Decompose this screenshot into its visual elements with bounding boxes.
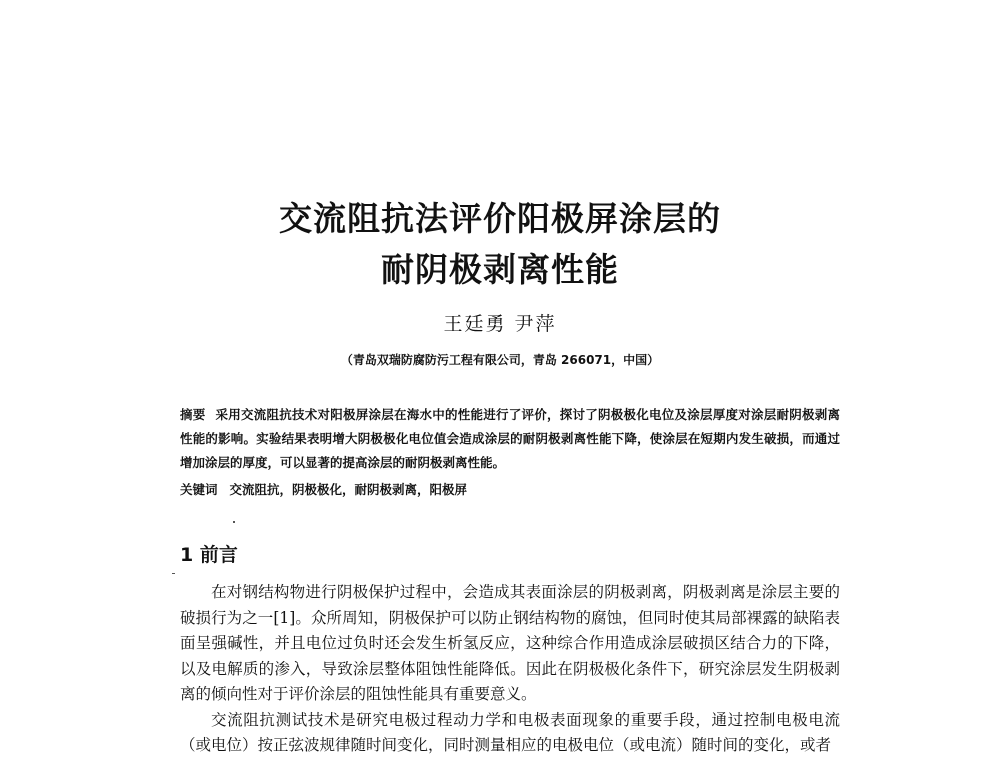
scan-speck: [233, 521, 235, 523]
abstract-label: 摘要: [180, 407, 206, 422]
section-heading: 1 前言: [180, 544, 238, 566]
keywords: [180, 478, 840, 502]
keywords-text: 交流阻抗，阴极极化，耐阴极剥离，阳极屏: [229, 482, 468, 497]
authors: 王廷勇 尹萍: [443, 313, 557, 335]
abstract-text: 采用交流阻抗技术对阳极屏涂层在海水中的性能进行了评价，探讨了阴极极化电位及涂层厚度对涂层耐阴极剥离性能的影响。实验结果表明增大阴极极化电位值会造成涂层的耐阴极剥离性能下降，使涂层在短期内发生破损，而通过增加涂层的厚度，可以显著的提高涂层的耐阴极剥离性能。: [180, 407, 840, 470]
affiliation: （青岛双瑞防腐防污工程有限公司，青岛 266071，中国）: [340, 353, 660, 367]
scan-speck: [172, 573, 175, 574]
paragraph-1: 在对钢结构物进行阴极保护过程中，会造成其表面涂层的阴极剥离，阴极剥离是涂层主要的破损行为之一[1]。众所周知，阴极保护可以防止钢结构物的腐蚀，但同时使其局部裸露的缺陷表面呈强碱性，并且电位过负时还会发生析氢反应，这种综合作用造成涂层破损区结合力的下降，以及电解质的渗入，导致涂层整体阻蚀性能降低。因此在阴极极化条件下，研究涂层发生阴极剥离的倾向性对于评价涂层的阻蚀性能具有重要意义。: [180, 583, 840, 703]
paper-title-line-1: 交流阻抗法评价阳极屏涂层的: [279, 199, 721, 238]
keywords-label: 关键词: [180, 482, 218, 497]
body-text: [180, 580, 840, 759]
paragraph-2: 交流阻抗测试技术是研究电极过程动力学和电极表面现象的重要手段，通过控制电极电流（或电位）按正弦波规律随时间变化，同时测量相应的电极电位（或电流）随时间的变化，或者: [180, 710, 840, 754]
paper-title-line-2: 耐阴极剥离性能: [381, 250, 619, 289]
abstract: [180, 403, 840, 475]
